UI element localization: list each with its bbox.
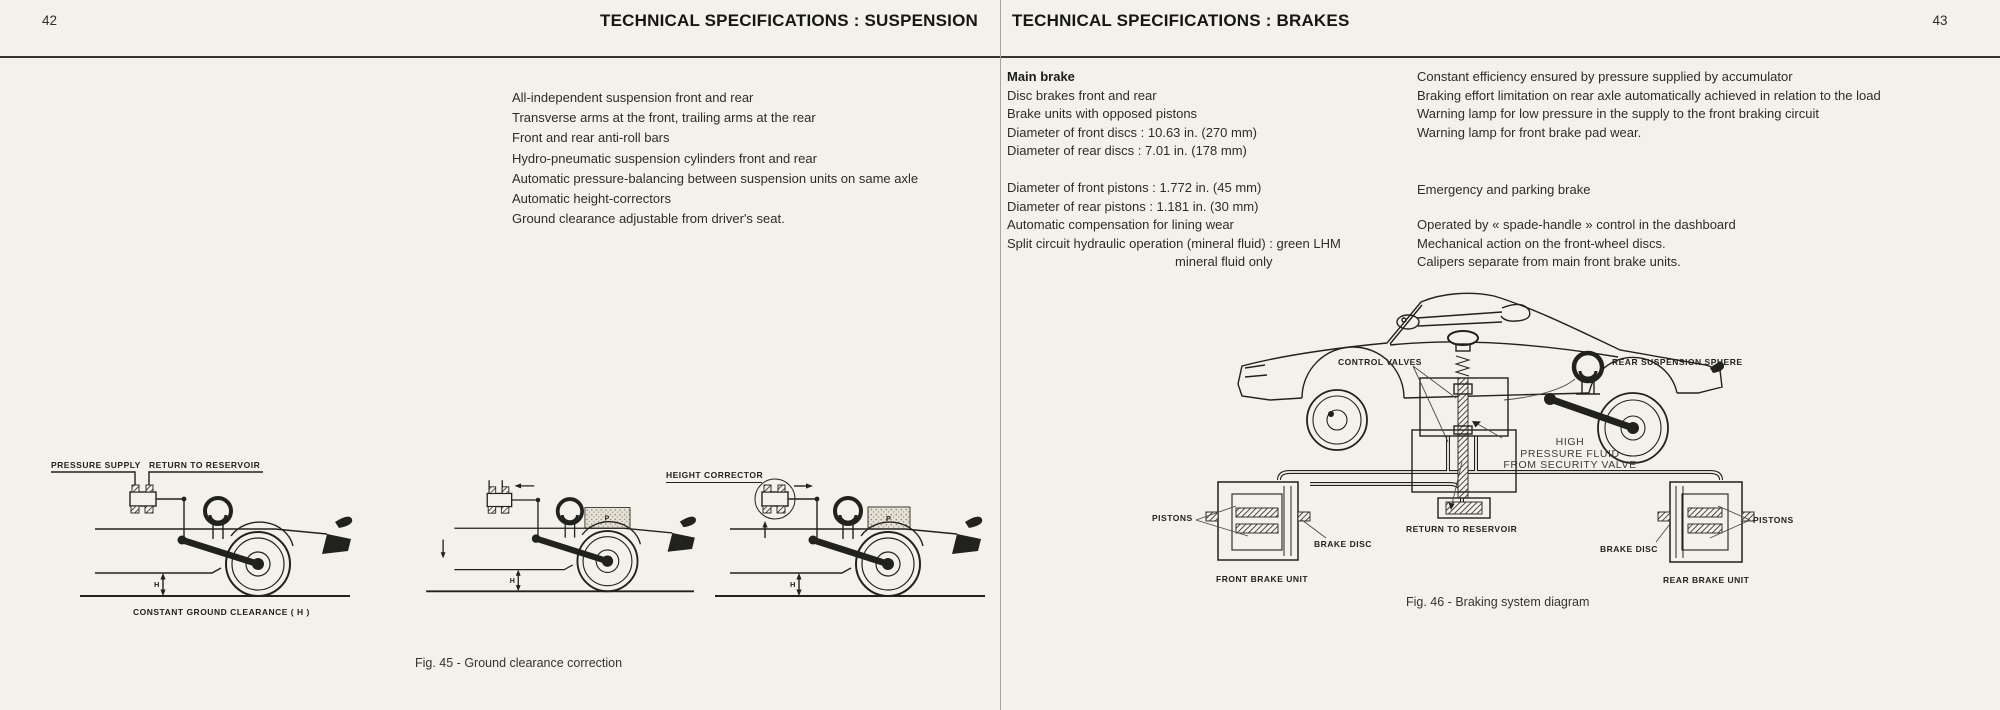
ground-clearance-diagram-1 bbox=[35, 448, 365, 618]
emergency-brake-heading: Emergency and parking brake bbox=[1417, 182, 1591, 197]
load-label: P bbox=[604, 515, 610, 523]
ground-clearance-diagram-2 bbox=[398, 452, 708, 612]
brake-spec-line: Automatic compensation for lining wear bbox=[1007, 217, 1234, 233]
car-outline bbox=[1238, 293, 1724, 400]
spec-line: Front and rear anti-roll bars bbox=[512, 130, 670, 146]
load-label: P bbox=[886, 514, 892, 523]
pressure-arrowhead bbox=[1472, 421, 1481, 428]
brake-spec-line: Diameter of front pistons : 1.772 in. (45 mm) bbox=[1007, 180, 1262, 195]
spec-line: Automatic pressure-balancing between suspension units on same axle bbox=[512, 170, 919, 186]
height-corrector-label: HEIGHT CORRECTOR bbox=[666, 470, 764, 480]
brake-disc-left-label: BRAKE DISC bbox=[1314, 539, 1372, 549]
constant-ground-clearance-label: CONSTANT GROUND CLEARANCE ( H ) bbox=[133, 607, 310, 617]
pressure-supply-label: PRESSURE SUPPLY bbox=[51, 460, 141, 470]
page-number-right: 43 bbox=[1932, 13, 1948, 28]
rear-trailing-arm bbox=[1544, 393, 1633, 428]
spec-line: Hydro-pneumatic suspension cylinders front and rear bbox=[512, 150, 817, 166]
brake-spec-line: Warning lamp for front brake pad wear. bbox=[1417, 124, 1642, 140]
high-pressure-fluid-label: HIGH PRESSURE FLUID FROM SECURITY VALVE bbox=[1503, 436, 1637, 471]
fig45-caption: Fig. 45 - Ground clearance correction bbox=[415, 656, 623, 670]
page-number-left: 42 bbox=[42, 13, 58, 28]
brake-secondary-column bbox=[1417, 68, 1881, 142]
main-brake-column-2 bbox=[1007, 179, 1341, 272]
rear-suspension-sphere bbox=[1574, 353, 1602, 394]
page-title-brakes: TECHNICAL SPECIFICATIONS : BRAKES bbox=[1012, 11, 1350, 30]
page-title-suspension: TECHNICAL SPECIFICATIONS : SUSPENSION bbox=[600, 11, 978, 30]
brake-spec-line: Brake units with opposed pistons bbox=[1007, 106, 1198, 122]
brake-spec-line: Diameter of front discs : 10.63 in. (270 mm) bbox=[1007, 124, 1257, 140]
page-divider bbox=[1000, 0, 1001, 710]
h-dimension-label: H bbox=[509, 577, 515, 585]
h-dimension-label: H bbox=[154, 580, 160, 589]
rear-brake-unit-label: REAR BRAKE UNIT bbox=[1663, 575, 1750, 585]
return-to-reservoir-label: RETURN TO RESERVOIR bbox=[1406, 524, 1518, 534]
brake-disc-right-label: BRAKE DISC bbox=[1600, 544, 1658, 554]
rear-brake-unit bbox=[1658, 482, 1754, 562]
return-to-reservoir-label: RETURN TO RESERVOIR bbox=[149, 460, 261, 470]
brake-spec-line: Operated by « spade-handle » control in the dashboard bbox=[1417, 217, 1736, 232]
fig46-caption: Fig. 46 - Braking system diagram bbox=[1406, 595, 1590, 609]
pistons-left-label: PISTONS bbox=[1152, 513, 1193, 523]
spec-line: Automatic height-correctors bbox=[512, 191, 671, 207]
brake-spec-line: Disc brakes front and rear bbox=[1007, 87, 1157, 103]
brake-spec-line: Split circuit hydraulic operation (mineral fluid) : green LHM bbox=[1007, 235, 1341, 251]
brake-spec-line: Constant efficiency ensured by pressure supplied by accumulator bbox=[1417, 69, 1793, 84]
front-brake-unit-label: FRONT BRAKE UNIT bbox=[1216, 574, 1309, 584]
brake-spec-line: Warning lamp for low pressure in the supply to the front braking circuit bbox=[1417, 106, 1819, 122]
control-valves-label: CONTROL VALVES bbox=[1338, 357, 1422, 367]
spec-line: Ground clearance adjustable from driver's seat. bbox=[512, 211, 785, 227]
brake-spec-line: Diameter of rear pistons : 1.181 in. (30 mm) bbox=[1007, 198, 1259, 214]
front-wheel bbox=[1307, 390, 1367, 450]
pistons-right-label: PISTONS bbox=[1753, 515, 1794, 525]
brake-spec-line: Calipers separate from main front brake units. bbox=[1417, 254, 1681, 270]
spec-line: Transverse arms at the front, trailing arms at the rear bbox=[512, 110, 816, 126]
h-dimension-label: H bbox=[790, 580, 796, 589]
spec-line: All-independent suspension front and rear bbox=[512, 90, 754, 105]
main-brake-column bbox=[1007, 68, 1257, 161]
height-corrector-leader bbox=[666, 482, 762, 483]
brake-spec-line: Mechanical action on the front-wheel discs. bbox=[1417, 235, 1666, 251]
emergency-brake-lines bbox=[1417, 216, 1736, 272]
front-brake-unit bbox=[1206, 482, 1310, 560]
main-brake-heading: Main brake bbox=[1007, 69, 1075, 84]
suspension-spec-list bbox=[512, 88, 918, 229]
brake-spec-line: Braking effort limitation on rear axle automatically achieved in relation to the load bbox=[1417, 87, 1881, 103]
brake-spec-continuation: mineral fluid only bbox=[1175, 254, 1273, 270]
rear-suspension-sphere-label: REAR SUSPENSION SPHERE bbox=[1612, 357, 1743, 367]
brake-spec-line: Diameter of rear discs : 7.01 in. (178 mm) bbox=[1007, 143, 1247, 159]
